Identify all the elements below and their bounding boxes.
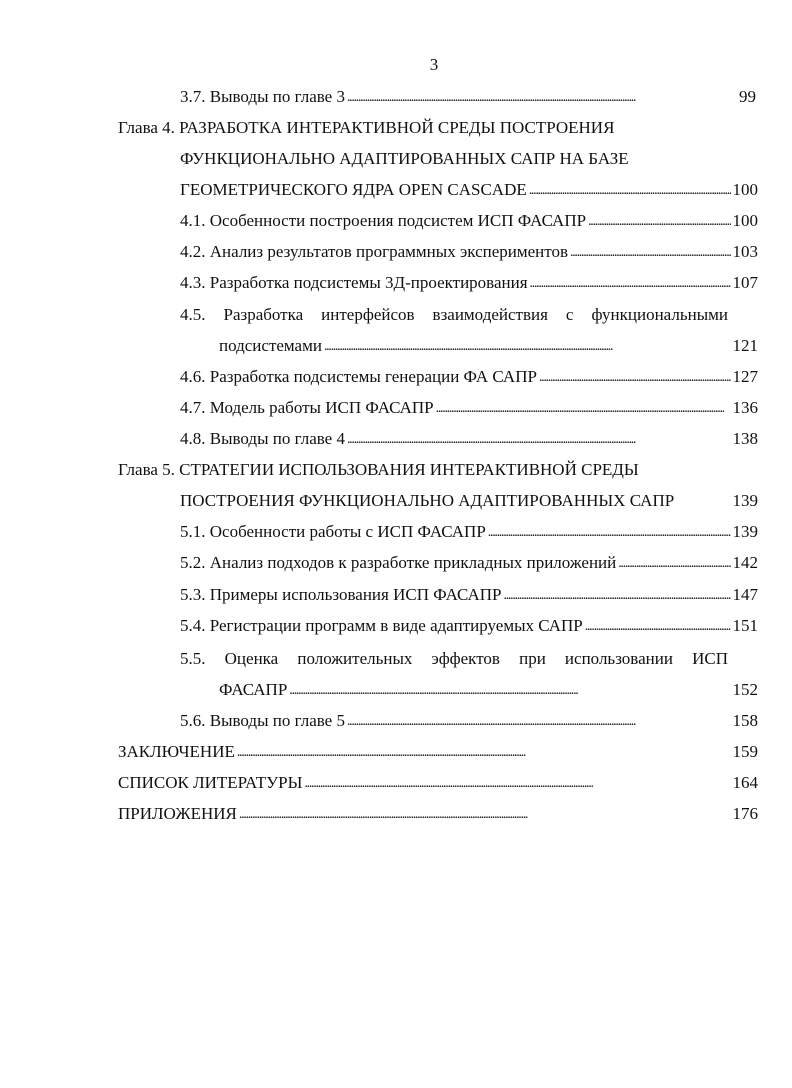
toc-chapter-title: ПОСТРОЕНИЯ ФУНКЦИОНАЛЬНО АДАПТИРОВАННЫХ САПР bbox=[180, 491, 675, 510]
dot-leader bbox=[347, 427, 731, 451]
toc-entry-4-5-line-1[interactable] bbox=[180, 304, 728, 326]
toc-entry-title: 5.6. Выводы по главе 5 bbox=[180, 711, 345, 730]
toc-entry-page: 151 bbox=[732, 616, 758, 635]
toc-entry-page: 103 bbox=[732, 242, 758, 261]
toc-entry-title: ФАСАПР bbox=[219, 680, 288, 699]
dot-leader bbox=[570, 240, 731, 264]
toc-entry-page: 158 bbox=[732, 711, 758, 730]
toc-entry-title: подсистемами bbox=[219, 336, 322, 355]
dot-leader bbox=[618, 551, 730, 575]
toc-entry-title: 5.5. Оценка положительных эффектов при использовании ИСП bbox=[180, 649, 728, 668]
toc-entry-page: 127 bbox=[732, 367, 758, 386]
dot-leader bbox=[347, 709, 731, 733]
toc-chapter-title: Глава 5. СТРАТЕГИИ ИСПОЛЬЗОВАНИЯ ИНТЕРАКТИВНОЙ СРЕДЫ bbox=[118, 460, 639, 479]
toc-entry-4-7[interactable] bbox=[180, 397, 758, 419]
toc-entry-5-5-line-1[interactable] bbox=[180, 648, 728, 670]
dot-leader bbox=[289, 678, 730, 702]
dot-leader bbox=[237, 740, 731, 764]
toc-chapter-5-line-2[interactable] bbox=[180, 490, 758, 512]
toc-entry-5-2[interactable] bbox=[180, 552, 758, 574]
toc-entry-page: 152 bbox=[732, 680, 758, 699]
toc-entry-5-3[interactable] bbox=[180, 584, 758, 606]
dot-leader bbox=[239, 802, 731, 826]
dot-leader bbox=[304, 771, 730, 795]
toc-entry-page: 100 bbox=[732, 211, 758, 230]
toc-chapter-title: ФУНКЦИОНАЛЬНО АДАПТИРОВАННЫХ САПР НА БАЗЕ bbox=[180, 149, 629, 168]
toc-entry-title: 5.4. Регистрации программ в виде адаптируемых САПР bbox=[180, 616, 583, 635]
dot-leader bbox=[585, 614, 731, 638]
toc-entry-title: 5.1. Особенности работы с ИСП ФАСАПР bbox=[180, 522, 486, 541]
toc-entry-page: 176 bbox=[732, 804, 758, 823]
toc-entry-title: ПРИЛОЖЕНИЯ bbox=[118, 804, 237, 823]
toc-entry-5-5-line-2[interactable] bbox=[219, 679, 758, 701]
toc-entry-page: 139 bbox=[732, 491, 758, 510]
toc-entry-title: 4.1. Особенности построения подсистем ИСП ФАСАПР bbox=[180, 211, 587, 230]
toc-chapter-4-line-3[interactable] bbox=[180, 179, 758, 201]
page-number: 3 bbox=[429, 55, 439, 74]
dot-leader bbox=[539, 365, 731, 389]
toc-entry-5-1[interactable] bbox=[180, 521, 758, 543]
toc-entry-title: 4.8. Выводы по главе 4 bbox=[180, 429, 345, 448]
toc-entry-4-3[interactable] bbox=[180, 272, 758, 294]
toc-entry-page: 107 bbox=[732, 273, 758, 292]
toc-chapter-4-line-2 bbox=[180, 148, 756, 170]
toc-entry-title: 5.2. Анализ подходов к разработке прикладных приложений bbox=[180, 553, 617, 572]
toc-entry-title: 4.3. Разработка подсистемы 3Д-проектирования bbox=[180, 273, 528, 292]
dot-leader bbox=[436, 396, 731, 420]
toc-chapter-4-line-1[interactable] bbox=[118, 117, 758, 139]
toc-entry-page: 99 bbox=[739, 87, 756, 106]
toc-entry-title: 3.7. Выводы по главе 3 bbox=[180, 87, 345, 106]
toc-entry-5-6[interactable] bbox=[180, 710, 758, 732]
toc-entry-page: 142 bbox=[732, 553, 758, 572]
toc-entry-title: 4.2. Анализ результатов программных экспериментов bbox=[180, 242, 568, 261]
dot-leader bbox=[588, 209, 730, 233]
toc-entry-title: ЗАКЛЮЧЕНИЕ bbox=[118, 742, 235, 761]
toc-entry-appendices[interactable] bbox=[118, 803, 758, 825]
toc-entry-page: 147 bbox=[732, 585, 758, 604]
toc-entry-page: 138 bbox=[732, 429, 758, 448]
toc-entry-page: 164 bbox=[732, 773, 758, 792]
dot-leader bbox=[347, 85, 737, 109]
toc-chapter-title: ГЕОМЕТРИЧЕСКОГО ЯДРА OPEN CASCADE bbox=[180, 180, 527, 199]
toc-entry-references[interactable] bbox=[118, 772, 758, 794]
toc-entry-3-7[interactable] bbox=[180, 86, 756, 108]
toc-entry-page: 100 bbox=[732, 180, 758, 199]
toc-entry-4-1[interactable] bbox=[180, 210, 758, 232]
toc-chapter-5-line-1[interactable] bbox=[118, 459, 758, 481]
toc-entry-title: 4.5. Разработка интерфейсов взаимодействия с функциональными bbox=[180, 305, 728, 324]
dot-leader bbox=[529, 178, 731, 202]
dot-leader bbox=[530, 271, 731, 295]
toc-entry-page: 121 bbox=[732, 336, 758, 355]
toc-entry-4-2[interactable] bbox=[180, 241, 758, 263]
toc-entry-page: 159 bbox=[732, 742, 758, 761]
dot-leader bbox=[324, 334, 731, 358]
dot-leader bbox=[504, 583, 731, 607]
toc-chapter-title: Глава 4. РАЗРАБОТКА ИНТЕРАКТИВНОЙ СРЕДЫ ПОСТРОЕНИЯ bbox=[118, 118, 615, 137]
toc-entry-4-5-line-2[interactable] bbox=[219, 335, 758, 357]
toc-entry-conclusion[interactable] bbox=[118, 741, 758, 763]
toc-entry-title: 5.3. Примеры использования ИСП ФАСАПР bbox=[180, 585, 502, 604]
toc-entry-title: 4.7. Модель работы ИСП ФАСАПР bbox=[180, 398, 434, 417]
toc-entry-5-4[interactable] bbox=[180, 615, 758, 637]
toc-entry-title: 4.6. Разработка подсистемы генерации ФА САПР bbox=[180, 367, 537, 386]
toc-entry-title: СПИСОК ЛИТЕРАТУРЫ bbox=[118, 773, 303, 792]
dot-leader bbox=[488, 520, 731, 544]
toc-entry-page: 139 bbox=[732, 522, 758, 541]
toc-entry-4-8[interactable] bbox=[180, 428, 758, 450]
toc-entry-page: 136 bbox=[732, 398, 758, 417]
toc-entry-4-6[interactable] bbox=[180, 366, 758, 388]
